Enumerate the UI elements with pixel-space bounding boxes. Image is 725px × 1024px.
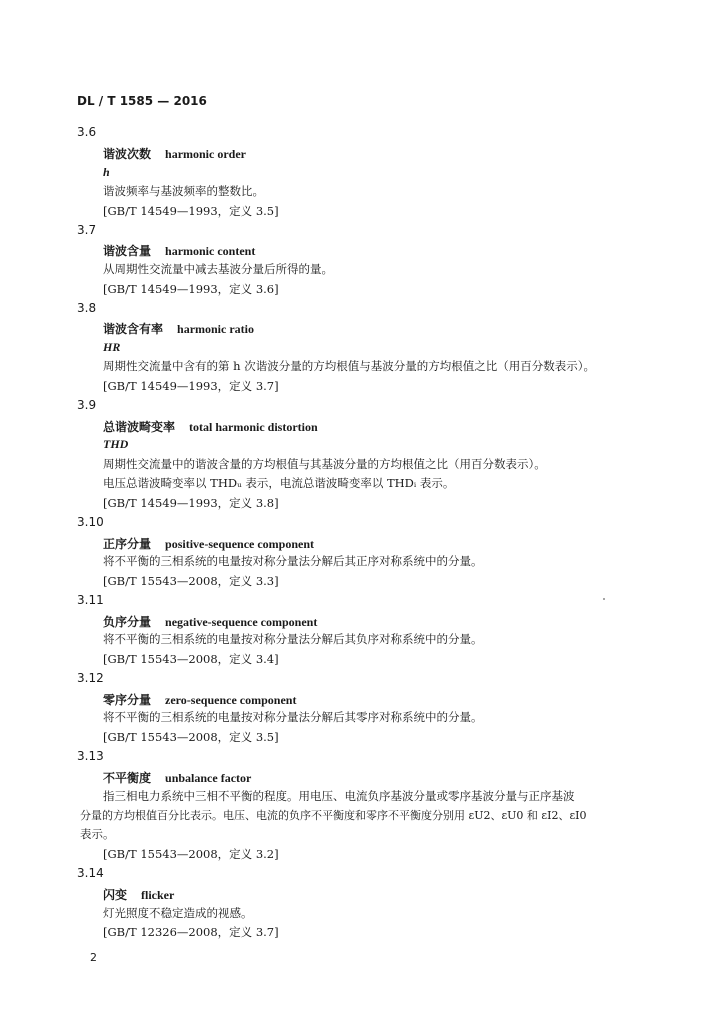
term-english: total harmonic distortion — [189, 420, 318, 434]
entry-source: [GB/T 15543—2008，定义 3.4] — [103, 652, 279, 666]
entry-definition: 将不平衡的三相系统的电量按对称分量法分解后其负序对称系统中的分量。 — [103, 632, 483, 646]
entry-term — [103, 691, 296, 708]
entry-source: [GB/T 12326—2008，定义 3.7] — [103, 925, 279, 939]
term-english: zero-sequence component — [165, 693, 297, 707]
scan-speck — [603, 598, 605, 600]
entry-number: 3.10 — [77, 515, 104, 529]
entry-source: [GB/T 14549—1993，定义 3.7] — [103, 379, 279, 393]
entry-source: [GB/T 14549—1993，定义 3.5] — [103, 204, 279, 218]
entry-number: 3.6 — [77, 125, 97, 139]
entry-number: 3.11 — [77, 593, 104, 607]
term-chinese: 负序分量 — [103, 615, 152, 629]
term-english: unbalance factor — [165, 771, 252, 785]
term-chinese: 正序分量 — [103, 537, 152, 551]
entry-source: [GB/T 15543—2008，定义 3.5] — [103, 730, 279, 744]
entry-number: 3.14 — [77, 866, 104, 880]
entry-definition: 周期性交流量中含有的第 h 次谐波分量的方均根值与基波分量的方均根值之比（用百分数表示）。 — [103, 359, 595, 373]
entry-term — [103, 886, 174, 903]
entry-definition: 从周期性交流量中减去基波分量后所得的量。 — [103, 262, 333, 276]
entry-note: 电压总谐波畸变率以 THDᵤ 表示，电流总谐波畸变率以 THDᵢ 表示。 — [103, 476, 455, 490]
term-english: harmonic order — [165, 147, 246, 161]
entry-term — [103, 613, 317, 630]
term-chinese: 不平衡度 — [103, 771, 152, 785]
term-chinese: 谐波次数 — [103, 147, 152, 161]
symbol-text: THD — [103, 437, 129, 451]
entry-definition: 谐波频率与基波频率的整数比。 — [103, 184, 264, 198]
entry-number: 3.12 — [77, 671, 104, 685]
symbol-text: HR — [103, 340, 121, 354]
term-english: harmonic ratio — [177, 322, 255, 336]
page-header: DL / T 1585 — 2016 — [77, 94, 207, 108]
term-chinese: 谐波含有率 — [103, 322, 164, 336]
entry-symbol — [103, 340, 120, 355]
term-english: positive-sequence component — [165, 537, 315, 551]
entry-definition: 将不平衡的三相系统的电量按对称分量法分解后其正序对称系统中的分量。 — [103, 554, 483, 568]
entry-source: [GB/T 14549—1993，定义 3.8] — [103, 496, 279, 510]
term-english: harmonic content — [165, 244, 256, 258]
term-chinese: 总谐波畸变率 — [103, 420, 176, 434]
term-chinese: 闪变 — [103, 888, 128, 902]
entry-symbol — [103, 437, 128, 452]
entry-number: 3.9 — [77, 398, 97, 412]
term-english: flicker — [141, 888, 175, 902]
entry-definition-line: 指三相电力系统中三相不平衡的程度。用电压、电流负序基波分量或零序基波分量与正序基波 — [103, 789, 575, 803]
term-english: negative-sequence component — [165, 615, 318, 629]
entry-definition-line: 分量的方均根值百分比表示。电压、电流的负序不平衡度和零序不平衡度分别用 εU2、εU0 和 εI2、εI0 — [80, 809, 587, 822]
entry-term — [103, 242, 255, 259]
entry-term — [103, 320, 254, 337]
entry-term — [103, 418, 318, 435]
entry-definition: 将不平衡的三相系统的电量按对称分量法分解后其零序对称系统中的分量。 — [103, 710, 483, 724]
entry-definition: 周期性交流量中的谐波含量的方均根值与其基波分量的方均根值之比（用百分数表示）。 — [103, 457, 546, 471]
entry-source: [GB/T 15543—2008，定义 3.2] — [103, 847, 279, 861]
entry-term — [103, 769, 251, 786]
entry-source: [GB/T 15543—2008，定义 3.3] — [103, 574, 279, 588]
term-chinese: 零序分量 — [103, 693, 152, 707]
entry-source: [GB/T 14549—1993，定义 3.6] — [103, 282, 279, 296]
entry-number: 3.7 — [77, 223, 97, 237]
term-chinese: 谐波含量 — [103, 244, 152, 258]
entry-term — [103, 145, 246, 162]
symbol-text: h — [103, 165, 110, 179]
entry-number: 3.8 — [77, 301, 97, 315]
entry-symbol — [103, 165, 110, 180]
entry-number: 3.13 — [77, 749, 104, 763]
entry-definition: 灯光照度不稳定造成的视感。 — [103, 906, 253, 920]
page-number: 2 — [90, 951, 97, 964]
entry-definition-line: 表示。 — [80, 827, 115, 841]
entry-term — [103, 535, 314, 552]
